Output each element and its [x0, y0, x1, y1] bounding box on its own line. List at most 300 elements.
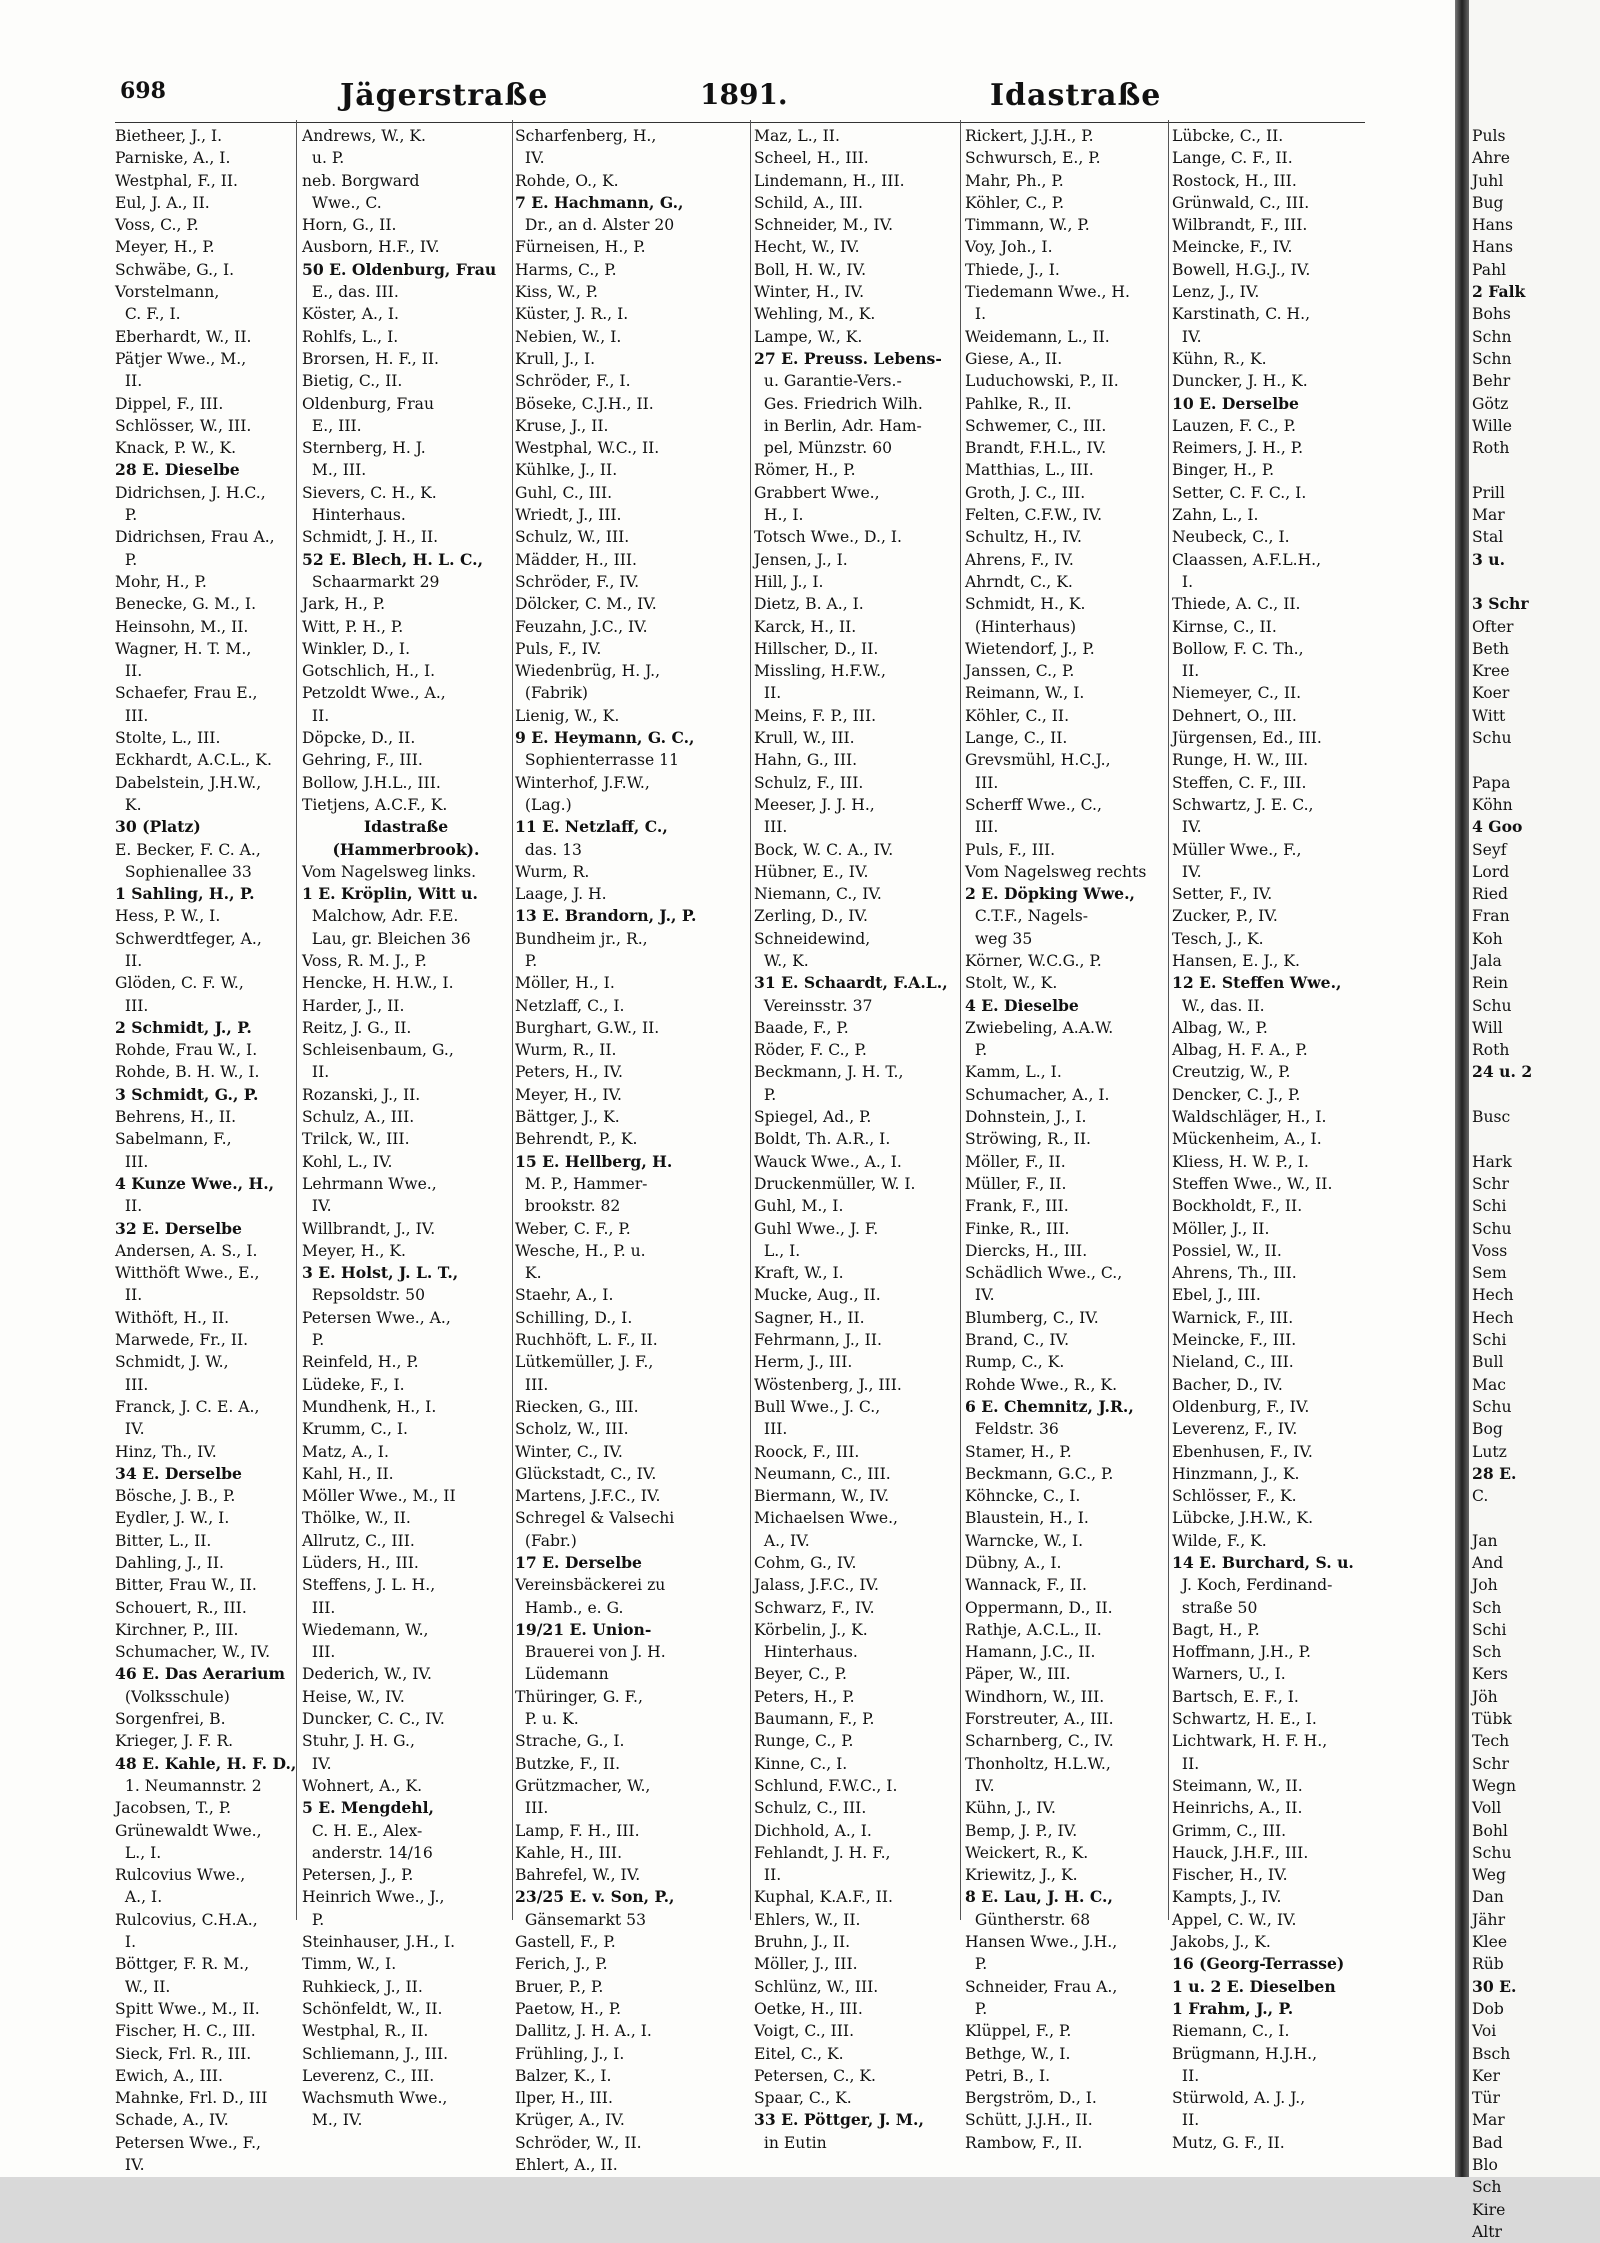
directory-entry: Bog	[1472, 1420, 1503, 1439]
directory-entry: Hübner, E., IV.	[754, 862, 869, 881]
directory-entry: IV.	[302, 1754, 332, 1773]
directory-entry: 3 u.	[1472, 549, 1506, 569]
directory-entry: Dölcker, C. M., IV.	[515, 595, 657, 614]
directory-entry: Bollow, F. C. Th.,	[1172, 639, 1304, 658]
directory-entry: Dabelstein, J.H.W.,	[115, 773, 262, 792]
directory-entry: II.	[1172, 1754, 1200, 1773]
directory-entry: in Eutin	[754, 2133, 827, 2152]
directory-entry: Steffen, C. F., III.	[1172, 773, 1307, 792]
directory-entry: Ges. Friedrich Wilh.	[754, 394, 923, 413]
directory-entry: II.	[115, 372, 143, 391]
adjacent-page-edge	[1469, 0, 1600, 2241]
directory-entry: Matthias, L., III.	[965, 461, 1094, 480]
directory-entry: Oetke, H., III.	[754, 1999, 863, 2018]
directory-entry: Schr	[1472, 1754, 1509, 1773]
directory-entry: Dob	[1472, 1999, 1504, 2018]
directory-entry: Koh	[1472, 929, 1503, 948]
directory-entry: Finke, R., III.	[965, 1219, 1070, 1238]
directory-entry: Schwartz, H. E., I.	[1172, 1710, 1317, 1729]
directory-entry: Timmann, W., P.	[965, 216, 1090, 235]
directory-entry: Feldstr. 36	[965, 1420, 1059, 1439]
directory-entry	[1472, 459, 1597, 481]
directory-entry: Wesche, H., P. u.	[515, 1241, 646, 1260]
directory-entry: Schulz, F., III.	[754, 773, 864, 792]
directory-entry: Ferich, J., P.	[515, 1955, 608, 1974]
directory-entry: Kahl, H., II.	[302, 1464, 394, 1483]
directory-entry: Repsoldstr. 50	[302, 1286, 425, 1305]
directory-entry: Sorgenfrei, B.	[115, 1710, 226, 1729]
directory-entry: Hinz, Th., IV.	[115, 1442, 217, 1461]
directory-entry: Marwede, Fr., II.	[115, 1331, 249, 1350]
directory-entry: 48 E. Kahle, H. F. D.,	[115, 1753, 297, 1773]
directory-entry: Pahl	[1472, 260, 1507, 279]
directory-entry: Wöstenberg, J., III.	[754, 1375, 902, 1394]
directory-entry: I.	[115, 1933, 137, 1952]
directory-entry: Dan	[1472, 1888, 1504, 1907]
directory-column-4	[754, 125, 956, 2154]
directory-entry: III.	[965, 818, 999, 837]
directory-entry: Guhl, C., III.	[515, 483, 613, 502]
directory-entry: 50 E. Oldenburg, Frau	[302, 259, 497, 279]
directory-entry: Westphal, F., II.	[115, 171, 239, 190]
directory-entry: II.	[115, 951, 143, 970]
directory-entry: Schulz, C., III.	[754, 1799, 867, 1818]
directory-entry: Kühlke, J., II.	[515, 461, 618, 480]
directory-entry: Schönfeldt, W., II.	[302, 1999, 443, 2018]
directory-entry: Benecke, G. M., I.	[115, 595, 257, 614]
directory-entry	[1472, 1084, 1597, 1106]
directory-entry: Möller, H., I.	[515, 974, 615, 993]
directory-entry: 14 E. Burchard, S. u.	[1172, 1553, 1354, 1572]
directory-entry: Staehr, A., I.	[515, 1286, 614, 1305]
directory-entry: 9 E. Heymann, G. C.,	[515, 728, 695, 748]
directory-entry: Steffens, J. L. H.,	[302, 1576, 436, 1595]
directory-entry: Wiedemann, W.,	[302, 1620, 429, 1639]
directory-entry: Schmidt, J. H., II.	[302, 528, 439, 547]
directory-entry: Tietjens, A.C.F., K.	[302, 795, 448, 814]
directory-entry: Mar	[1472, 2111, 1505, 2130]
directory-entry: Prill	[1472, 483, 1505, 502]
directory-entry: Sagner, H., II.	[754, 1308, 865, 1327]
directory-entry: Kinne, C., I.	[754, 1754, 848, 1773]
directory-entry: Leverenz, F., IV.	[1172, 1420, 1298, 1439]
directory-entry: Meyer, H., K.	[302, 1241, 406, 1260]
directory-entry: Harder, J., II.	[302, 996, 405, 1015]
directory-entry: Schi	[1472, 1620, 1507, 1639]
directory-entry	[1472, 1128, 1597, 1150]
directory-entry: Seyf	[1472, 840, 1507, 859]
directory-entry: Niemeyer, C., II.	[1172, 684, 1302, 703]
directory-entry: Guhl Wwe., J. F.	[754, 1219, 879, 1238]
directory-entry: Krieger, J. F. R.	[115, 1732, 234, 1751]
directory-entry: Hamb., e. G.	[515, 1598, 624, 1617]
directory-entry: Schultz, H., IV.	[965, 528, 1083, 547]
directory-column-6	[1172, 125, 1362, 2154]
directory-entry: Wriedt, J., III.	[515, 506, 622, 525]
directory-entry: Eberhardt, W., II.	[115, 327, 252, 346]
directory-entry: Voy, Joh., I.	[965, 238, 1053, 257]
directory-entry: (Fabr.)	[515, 1531, 577, 1550]
directory-entry: Guhl, M., I.	[754, 1197, 844, 1216]
directory-entry: Andrews, W., K.	[302, 127, 427, 145]
directory-entry: Stolt, W., K.	[965, 974, 1058, 993]
directory-entry: Bockholdt, F., II.	[1172, 1197, 1303, 1216]
directory-entry: Schwerdtfeger, A.,	[115, 929, 262, 948]
directory-entry: Vereinsbäckerei zu	[515, 1576, 666, 1595]
directory-entry: 33 E. Pöttger, J. M.,	[754, 2110, 924, 2130]
street-heading-right: Idastraße	[990, 78, 1162, 113]
directory-entry: Wagner, H. T. M.,	[115, 639, 252, 658]
directory-entry: Petersen Wwe., A.,	[302, 1308, 451, 1327]
directory-entry: Andersen, A. S., I.	[115, 1241, 258, 1260]
directory-entry: Fehrmann, J., II.	[754, 1331, 882, 1350]
book-spine	[1455, 0, 1469, 2177]
directory-entry: Ofter	[1472, 617, 1514, 636]
directory-entry: Kühn, J., IV.	[965, 1799, 1056, 1818]
directory-entry: Baumann, F., P.	[754, 1710, 875, 1729]
directory-entry: Stolte, L., III.	[115, 729, 221, 748]
directory-entry: Bruer, P., P.	[515, 1977, 604, 1996]
directory-entry: Lange, C. F., II.	[1172, 149, 1293, 168]
directory-entry: Lübcke, C., II.	[1172, 127, 1284, 145]
directory-entry: Herm, J., III.	[754, 1353, 853, 1372]
directory-entry: 2 Schmidt, J., P.	[115, 1017, 252, 1037]
directory-entry: Joh	[1472, 1576, 1498, 1595]
directory-entry: II.	[1172, 2111, 1200, 2130]
directory-entry: III.	[115, 1375, 149, 1394]
directory-entry: K.	[115, 795, 142, 814]
directory-entry: Setter, F., IV.	[1172, 885, 1273, 904]
directory-entry: Köhler, C., II.	[965, 706, 1070, 725]
directory-entry: Mahr, Ph., P.	[965, 171, 1064, 190]
directory-entry: Schleisenbaum, G.,	[302, 1041, 454, 1060]
directory-entry: Trilck, W., III.	[302, 1130, 410, 1149]
directory-entry: Bowell, H.G.J., IV.	[1172, 260, 1311, 279]
directory-entry: Meins, F. P., III.	[754, 706, 877, 725]
directory-entry: Brügmann, H.J.H.,	[1172, 2044, 1318, 2063]
directory-entry: Wurm, R.	[515, 862, 590, 881]
directory-entry: neb. Borgward	[302, 171, 420, 190]
directory-entry: Ruhkieck, J., II.	[302, 1977, 423, 1996]
directory-entry: Niemann, C., IV.	[754, 885, 882, 904]
directory-entry: Stal	[1472, 528, 1504, 547]
directory-entry: 32 E. Derselbe	[115, 1218, 242, 1238]
directory-entry: Schulz, A., III.	[302, 1108, 415, 1127]
directory-entry: Eydler, J. W., I.	[115, 1509, 230, 1528]
directory-entry: Möller, J., II.	[1172, 1219, 1270, 1238]
directory-entry: E., III.	[302, 416, 362, 435]
directory-entry: Binger, H., P.	[1172, 461, 1275, 480]
directory-entry: Hillscher, D., II.	[754, 639, 879, 658]
directory-entry: Wannack, F., II.	[965, 1576, 1087, 1595]
directory-entry: Hinzmann, J., K.	[1172, 1464, 1300, 1483]
directory-entry: Cohm, G., IV.	[754, 1554, 857, 1572]
directory-entry: Busc	[1472, 1108, 1511, 1127]
directory-entry: Rohlfs, L., I.	[302, 327, 399, 346]
directory-entry: Hark	[1472, 1152, 1512, 1171]
directory-entry: pel, Münzstr. 60	[754, 439, 893, 458]
directory-entry: Schumacher, W., IV.	[115, 1643, 271, 1662]
directory-entry: Heise, W., IV.	[302, 1687, 405, 1706]
directory-entry: Kree	[1472, 662, 1510, 681]
directory-entry: Spaar, C., K.	[754, 2089, 852, 2108]
directory-entry: Steffen Wwe., W., II.	[1172, 1174, 1333, 1193]
directory-entry: Ahrndt, C., K.	[965, 572, 1073, 591]
directory-entry: Thonholtz, H.L.W.,	[965, 1754, 1111, 1773]
directory-entry: Warncke, W., I.	[965, 1531, 1084, 1550]
directory-entry: Schu	[1472, 1843, 1512, 1862]
directory-entry: Dippel, F., III.	[115, 394, 224, 413]
directory-entry: C.	[1472, 1487, 1489, 1506]
directory-entry: Schröder, F., IV.	[515, 572, 640, 591]
directory-entry: Tiedemann Wwe., H.	[965, 283, 1130, 302]
directory-entry: 5 E. Mengdehl,	[302, 1798, 434, 1818]
directory-entry: Reimers, J. H., P.	[1172, 439, 1304, 458]
directory-entry: Behrens, H., II.	[115, 1108, 237, 1127]
directory-entry: 52 E. Blech, H. L. C.,	[302, 549, 483, 569]
directory-entry: Knack, P. W., K.	[115, 439, 237, 458]
street-heading-left: Jägerstraße	[340, 78, 549, 113]
directory-entry: 34 E. Derselbe	[115, 1463, 242, 1483]
directory-entry: Petersen, C., K.	[754, 2066, 877, 2085]
directory-entry: Hansen, E. J., K.	[1172, 951, 1300, 970]
directory-entry: Jan	[1472, 1531, 1498, 1550]
directory-entry: H., I.	[754, 506, 804, 525]
directory-entry: weg 35	[965, 929, 1033, 948]
directory-entry: Frank, F., III.	[965, 1197, 1069, 1216]
directory-entry: Bsch	[1472, 2044, 1511, 2063]
directory-entry: Dencker, C. J., P.	[1172, 1085, 1301, 1104]
directory-entry: Dohnstein, J., I.	[965, 1108, 1087, 1127]
directory-entry: Meyer, H., IV.	[515, 1085, 623, 1104]
directory-entry: Schn	[1472, 327, 1512, 346]
directory-entry: Brauerei von J. H.	[515, 1643, 666, 1662]
directory-entry: Baade, F., P.	[754, 1018, 849, 1037]
directory-entry: Eitel, C., K.	[754, 2044, 844, 2063]
directory-entry: Müller, F., II.	[965, 1174, 1067, 1193]
directory-entry: Wilde, F., K.	[1172, 1531, 1267, 1550]
directory-entry: Wurm, R., II.	[515, 1041, 617, 1060]
directory-entry: Glückstadt, C., IV.	[515, 1464, 657, 1483]
directory-entry: Druckenmüller, W. I.	[754, 1174, 916, 1193]
directory-entry: Juhl	[1472, 171, 1504, 190]
directory-entry: Winkler, D., I.	[302, 639, 411, 658]
directory-entry: C. F., I.	[115, 305, 181, 324]
directory-entry: Hans	[1472, 216, 1513, 235]
directory-entry: Neubeck, C., I.	[1172, 528, 1290, 547]
directory-entry: Schwemer, C., III.	[965, 416, 1107, 435]
directory-entry: Puls, F., IV.	[515, 639, 602, 658]
directory-entry: Forstreuter, A., III.	[965, 1710, 1114, 1729]
directory-entry: Fischer, H. C., III.	[115, 2022, 256, 2041]
directory-entry: Wohnert, A., K.	[302, 1776, 423, 1795]
directory-entry: III.	[302, 1643, 336, 1662]
directory-entry: Bollow, J.H.L., III.	[302, 773, 441, 792]
directory-entry: W., II.	[115, 1977, 171, 1996]
directory-entry: Heinsohn, M., II.	[115, 617, 249, 636]
directory-entry: Schmidt, J. W.,	[115, 1353, 229, 1372]
directory-entry: Frühling, J., I.	[515, 2044, 625, 2063]
directory-entry: Lüdemann	[515, 1665, 609, 1684]
directory-entry: Köhler, C., P.	[965, 193, 1065, 212]
directory-entry: Voll	[1472, 1799, 1502, 1818]
directory-entry: Fehlandt, J. H. F.,	[754, 1843, 891, 1862]
directory-entry	[1472, 1507, 1597, 1529]
directory-entry: Bitter, L., II.	[115, 1531, 212, 1550]
directory-entry: Hinterhaus.	[302, 506, 406, 525]
directory-entry: A., I.	[115, 1888, 163, 1907]
directory-entry: Glöden, C. F. W.,	[115, 974, 244, 993]
directory-entry: Dietz, B. A., I.	[754, 595, 864, 614]
directory-column-5	[965, 125, 1165, 2154]
directory-entry: Möller, F., II.	[965, 1152, 1066, 1171]
directory-entry: Totsch Wwe., D., I.	[754, 528, 902, 547]
directory-entry: P.	[515, 951, 538, 970]
directory-entry: W., K.	[754, 951, 809, 970]
directory-entry: Scherff Wwe., C.,	[965, 795, 1102, 814]
directory-entry: 4 E. Dieselbe	[965, 995, 1079, 1015]
directory-entry: Karstinath, C. H.,	[1172, 305, 1311, 324]
directory-entry: Oppermann, D., II.	[965, 1598, 1113, 1617]
directory-entry: Ahrens, F., IV.	[965, 550, 1074, 569]
directory-entry: Krull, W., III.	[754, 729, 855, 748]
directory-entry: Mahnke, Frl. D., III	[115, 2089, 268, 2108]
directory-entry: Warners, U., I.	[1172, 1665, 1286, 1684]
directory-entry: Bull Wwe., J. C.,	[754, 1397, 881, 1416]
directory-column-1	[115, 125, 297, 2176]
directory-entry: Beckmann, G.C., P.	[965, 1464, 1114, 1483]
directory-entry: Steinhauser, J.H., I.	[302, 1933, 456, 1952]
directory-entry: Schneider, M., IV.	[754, 216, 894, 235]
directory-entry: Heinrichs, A., II.	[1172, 1799, 1303, 1818]
directory-entry: Blo	[1472, 2156, 1498, 2175]
directory-entry: Kohl, L., IV.	[302, 1152, 393, 1171]
directory-entry: Küster, J. R., I.	[515, 305, 629, 324]
directory-entry: Rump, C., K.	[965, 1353, 1065, 1372]
directory-entry: Schlünz, W., III.	[754, 1977, 879, 1996]
directory-entry: Lüdeke, F., I.	[302, 1375, 405, 1394]
directory-entry: III.	[515, 1375, 549, 1394]
directory-entry: P.	[965, 1955, 988, 1974]
directory-entry: 4 Kunze Wwe., H.,	[115, 1173, 275, 1193]
directory-entry: Röder, F. C., P.	[754, 1041, 867, 1060]
directory-entry: Albag, H. F. A., P.	[1172, 1041, 1308, 1060]
directory-entry: Rozanski, J., II.	[302, 1085, 421, 1104]
directory-entry: Roth	[1472, 439, 1510, 458]
directory-entry: Bug	[1472, 193, 1504, 212]
year-heading: 1891.	[700, 78, 788, 111]
directory-entry: Kuphal, K.A.F., II.	[754, 1888, 893, 1907]
directory-entry: L., I.	[115, 1843, 162, 1862]
directory-entry: Harms, C., P.	[515, 260, 617, 279]
directory-entry: Zucker, P., IV.	[1172, 907, 1278, 926]
directory-entry: II.	[115, 662, 143, 681]
directory-entry: Kirnse, C., II.	[1172, 617, 1277, 636]
directory-entry: Weidemann, L., II.	[965, 327, 1110, 346]
directory-entry: Kiss, W., P.	[515, 283, 599, 302]
directory-entry: Kers	[1472, 1665, 1508, 1684]
directory-entry: Boldt, Th. A.R., I.	[754, 1130, 891, 1149]
directory-entry: II.	[1172, 662, 1200, 681]
directory-entry: Westphal, W.C., II.	[515, 439, 660, 458]
directory-entry: Rulcovius Wwe.,	[115, 1866, 246, 1885]
directory-entry: Bietheer, J., I.	[115, 127, 223, 145]
directory-entry: 27 E. Preuss. Lebens-	[754, 348, 942, 368]
directory-entry: Scheel, H., III.	[754, 149, 869, 168]
directory-entry: Oldenburg, F., IV.	[1172, 1397, 1310, 1416]
directory-entry: Bemp, J. P., IV.	[965, 1821, 1078, 1840]
directory-entry: Vereinsstr. 37	[754, 996, 873, 1015]
directory-entry: Grünwald, C., III.	[1172, 193, 1310, 212]
directory-entry: M., III.	[302, 461, 367, 480]
directory-entry: Reitz, J. G., II.	[302, 1018, 412, 1037]
directory-entry: Rüb	[1472, 1955, 1504, 1974]
directory-entry: Schliemann, J., III.	[302, 2044, 449, 2063]
directory-entry: Scharnberg, C., IV.	[965, 1732, 1114, 1751]
directory-entry: Böttger, F. R. M.,	[115, 1955, 250, 1974]
directory-entry: J. Koch, Ferdinand-	[1172, 1576, 1333, 1595]
directory-entry: Jakobs, J., K.	[1172, 1933, 1271, 1952]
directory-entry: Ker	[1472, 2066, 1500, 2085]
directory-entry: Zwiebeling, A.A.W.	[965, 1018, 1114, 1037]
directory-column-3	[515, 125, 747, 2176]
directory-entry: Hecht, W., IV.	[754, 238, 860, 257]
directory-entry: Franck, J. C. E. A.,	[115, 1397, 260, 1416]
directory-entry: Kamm, L., I.	[965, 1063, 1062, 1082]
directory-entry: Sophienallee 33	[115, 862, 252, 881]
directory-entry: Reimann, W., I.	[965, 684, 1085, 703]
directory-entry: Beckmann, J. H. T.,	[754, 1063, 904, 1082]
directory-entry: Luduchowski, P., II.	[965, 372, 1119, 391]
directory-entry: Allrutz, C., III.	[302, 1531, 415, 1550]
directory-entry: Bitter, Frau W., II.	[115, 1576, 257, 1595]
directory-entry: 19/21 E. Union-	[515, 1619, 652, 1639]
directory-entry: Wauck Wwe., A., I.	[754, 1152, 902, 1171]
directory-entry: Jöh	[1472, 1687, 1498, 1706]
directory-entry: Lübcke, J.H.W., K.	[1172, 1509, 1314, 1528]
directory-entry: Sabelmann, F.,	[115, 1130, 232, 1149]
directory-entry: 46 E. Das Aerarium	[115, 1664, 286, 1684]
directory-entry: Bergström, D., I.	[965, 2089, 1097, 2108]
directory-entry: Gastell, F., P.	[515, 1933, 616, 1952]
directory-entry: Grützmacher, W.,	[515, 1776, 651, 1795]
directory-entry: Jacobsen, T., P.	[115, 1799, 232, 1818]
directory-entry: Meincke, F., III.	[1172, 1331, 1297, 1350]
directory-entry: Rambow, F., II.	[965, 2133, 1083, 2152]
directory-entry: Didrichsen, Frau A.,	[115, 528, 275, 547]
directory-entry: Rohde, O., K.	[515, 171, 619, 190]
directory-entry: 12 E. Steffen Wwe.,	[1172, 973, 1342, 993]
directory-entry: Brorsen, H. F., II.	[302, 349, 439, 368]
directory-entry: Kühn, R., K.	[1172, 349, 1267, 368]
directory-entry: Bagt, H., P.	[1172, 1620, 1260, 1639]
directory-entry: Petersen Wwe., F.,	[115, 2133, 261, 2152]
directory-entry: Tech	[1472, 1732, 1510, 1751]
directory-entry: Voigt, C., III.	[754, 2022, 855, 2041]
directory-column-2	[302, 125, 510, 2132]
directory-entry: Körner, W.C.G., P.	[965, 951, 1102, 970]
directory-entry: IV.	[965, 1776, 995, 1795]
directory-entry: Bruhn, J., II.	[754, 1933, 851, 1952]
directory-entry: 1. Neumannstr. 2	[115, 1776, 262, 1795]
directory-entry: Petersen, J., P.	[302, 1866, 414, 1885]
directory-entry: Köhncke, C., I.	[965, 1487, 1081, 1506]
directory-entry: Wille	[1472, 416, 1512, 435]
directory-entry: W., das. II.	[1172, 996, 1265, 1015]
directory-entry: Thiede, J., I.	[965, 260, 1060, 279]
directory-entry: Wilbrandt, F., III.	[1172, 216, 1308, 235]
directory-entry: Lutz	[1472, 1442, 1507, 1461]
